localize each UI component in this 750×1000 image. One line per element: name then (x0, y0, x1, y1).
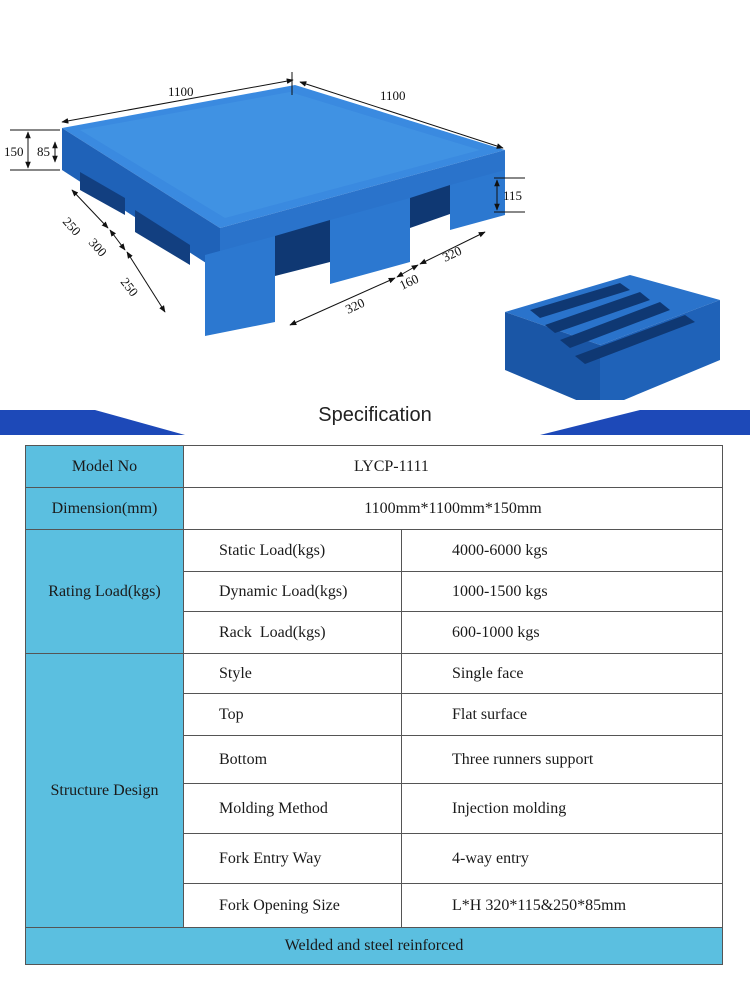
top-value: Flat surface (402, 694, 723, 736)
dim-top-length: 1100 (168, 84, 194, 99)
section-title: Specification (318, 404, 432, 426)
fork-opening-label: Fork Opening Size (184, 884, 402, 928)
table-row-dimension (26, 488, 723, 530)
style-label: Style (184, 654, 402, 694)
table-row-footer (26, 928, 723, 965)
dim-deck-height: 85 (37, 144, 50, 159)
fork-opening-value: L*H 320*115&250*85mm (402, 884, 723, 928)
dim-side-c: 250 (117, 274, 142, 300)
dim-runner-height: 115 (503, 188, 523, 203)
top-label: Top (184, 694, 402, 736)
dimension-label: Dimension(mm) (26, 488, 184, 530)
pallet-main-image (59, 85, 505, 336)
model-value: LYCP-1111 (184, 446, 723, 488)
table-row-static-load (26, 530, 723, 572)
rating-load-label: Rating Load(kgs) (26, 530, 184, 654)
footer-note: Welded and steel reinforced (26, 928, 723, 965)
structure-design-label: Structure Design (26, 654, 184, 928)
dim-bottom-a: 320 (342, 294, 367, 317)
fork-entry-value: 4-way entry (402, 834, 723, 884)
static-load-value: 4000-6000 kgs (402, 530, 723, 572)
fork-entry-label: Fork Entry Way (184, 834, 402, 884)
bottom-label: Bottom (184, 736, 402, 784)
table-row-style (26, 654, 723, 694)
dynamic-load-label: Dynamic Load(kgs) (184, 572, 402, 612)
pallet-dimension-figure (0, 0, 750, 400)
dim-top-width: 1100 (380, 88, 406, 103)
specification-table (25, 445, 723, 965)
pallet-bottom-view-image (505, 275, 720, 400)
table-row-model (26, 446, 723, 488)
dimension-value: 1100mm*1100mm*150mm (184, 488, 723, 530)
rack-load-value: 600-1000 kgs (402, 612, 723, 654)
dynamic-load-value: 1000-1500 kgs (402, 572, 723, 612)
dim-side-a: 250 (59, 213, 84, 239)
model-label: Model No (26, 446, 184, 488)
style-value: Single face (402, 654, 723, 694)
dim-bottom-c: 320 (439, 242, 464, 265)
dim-bottom-b: 160 (396, 270, 421, 293)
bottom-value: Three runners support (402, 736, 723, 784)
molding-method-value: Injection molding (402, 784, 723, 834)
dim-overall-height: 150 (4, 144, 24, 159)
rack-load-label: Rack Load(kgs) (184, 612, 402, 654)
molding-method-label: Molding Method (184, 784, 402, 834)
dim-side-b: 300 (85, 234, 110, 260)
static-load-label: Static Load(kgs) (184, 530, 402, 572)
